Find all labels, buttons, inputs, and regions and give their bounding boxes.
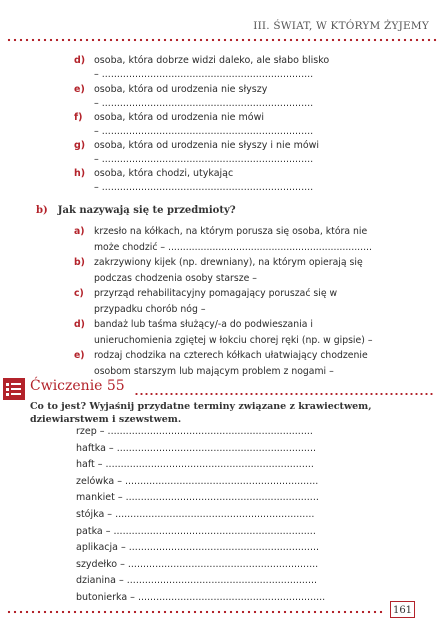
term-line: haft – ..................................................................... bbox=[76, 459, 314, 471]
footer-dotted-rule bbox=[6, 610, 384, 614]
answer-line: – ...................................................................... bbox=[94, 126, 314, 137]
item-label: e) bbox=[74, 84, 85, 95]
item-text: osoba, która chodzi, utykając bbox=[94, 168, 234, 179]
item-label: a) bbox=[74, 226, 85, 237]
item-text: osoba, która dobrze widzi daleko, ale słabo blisko bbox=[94, 55, 330, 66]
answer-line: – ...................................................................... bbox=[94, 154, 314, 165]
term-line: patka – ................................................................... bbox=[76, 525, 316, 537]
header-dotted-rule bbox=[6, 38, 439, 42]
term-line: szydełko – ............................................................... bbox=[76, 558, 319, 570]
exercise-title: Ćwiczenie 55 bbox=[30, 378, 125, 394]
item-text: osoba, która od urodzenia nie mówi bbox=[94, 112, 265, 123]
list-item bbox=[74, 255, 386, 287]
item-text: rodzaj chodzika na czterech kółkach ułatwiający chodzenie osobom starszym lub mającym problem z nogami – bbox=[94, 350, 368, 377]
list-item bbox=[74, 286, 386, 318]
term-line: stójka – .................................................................. bbox=[76, 509, 315, 520]
term-line: zelówka – ................................................................ bbox=[76, 475, 319, 487]
item-label: f) bbox=[74, 112, 83, 123]
exercise-icon bbox=[3, 378, 25, 400]
list-item bbox=[74, 348, 386, 380]
section-letter: b) bbox=[36, 205, 48, 216]
item-text: osoba, która od urodzenia nie słyszy i nie mówi bbox=[94, 140, 320, 151]
term-line: mankiet – ................................................................ bbox=[76, 492, 319, 504]
term-line: rzep – .................................................................... bbox=[76, 426, 313, 437]
section-b-heading bbox=[36, 205, 236, 216]
item-text: przyrząd rehabilitacyjny pomagający poruszać się w przypadku chorób nóg – bbox=[94, 288, 338, 315]
item-label: e) bbox=[74, 350, 85, 361]
header-title: III. ŚWIAT, W KTÓRYM ŻYJEMY bbox=[253, 20, 429, 32]
item-label: g) bbox=[74, 140, 86, 151]
item-label: d) bbox=[74, 55, 86, 66]
item-text: bandaż lub taśma służący/-a do podwieszania i unieruchomienia zgiętej w łokciu chorej ręki (np. w gipsie) – bbox=[94, 319, 373, 346]
item-text: zakrzywiony kijek (np. drewniany), na którym opierają się podczas chodzenia osoby starsze – bbox=[94, 257, 363, 284]
term-line: butonierka – .............................................................. bbox=[76, 592, 326, 603]
term-line: aplikacja – ............................................................... bbox=[76, 542, 320, 554]
section-title: Jak nazywają się te przedmioty? bbox=[57, 205, 236, 216]
list-item bbox=[74, 224, 386, 256]
item-label: d) bbox=[74, 319, 85, 330]
answer-line: – ...................................................................... bbox=[94, 182, 314, 193]
term-line: haftka – .................................................................. bbox=[76, 442, 316, 454]
item-text: osoba, która od urodzenia nie słyszy bbox=[94, 84, 268, 95]
exercise-dotted-rule bbox=[134, 392, 433, 396]
exercise-instruction: Co to jest? Wyjaśnij przydatne terminy związane z krawiectwem, dziewiarstwem i szewstwem. bbox=[30, 401, 372, 425]
item-label: c) bbox=[74, 288, 84, 299]
list-item bbox=[74, 317, 386, 349]
item-text: krzesło na kółkach, na którym porusza się osoba, która nie może chodzić – ..................................................................... bbox=[94, 226, 372, 253]
item-label: h) bbox=[74, 168, 86, 179]
term-line: dzianina – ............................................................... bbox=[76, 575, 318, 587]
answer-line: – ...................................................................... bbox=[94, 69, 314, 80]
answer-line: – ...................................................................... bbox=[94, 98, 314, 109]
page-number: 161 bbox=[390, 601, 415, 618]
item-label: b) bbox=[74, 257, 85, 268]
